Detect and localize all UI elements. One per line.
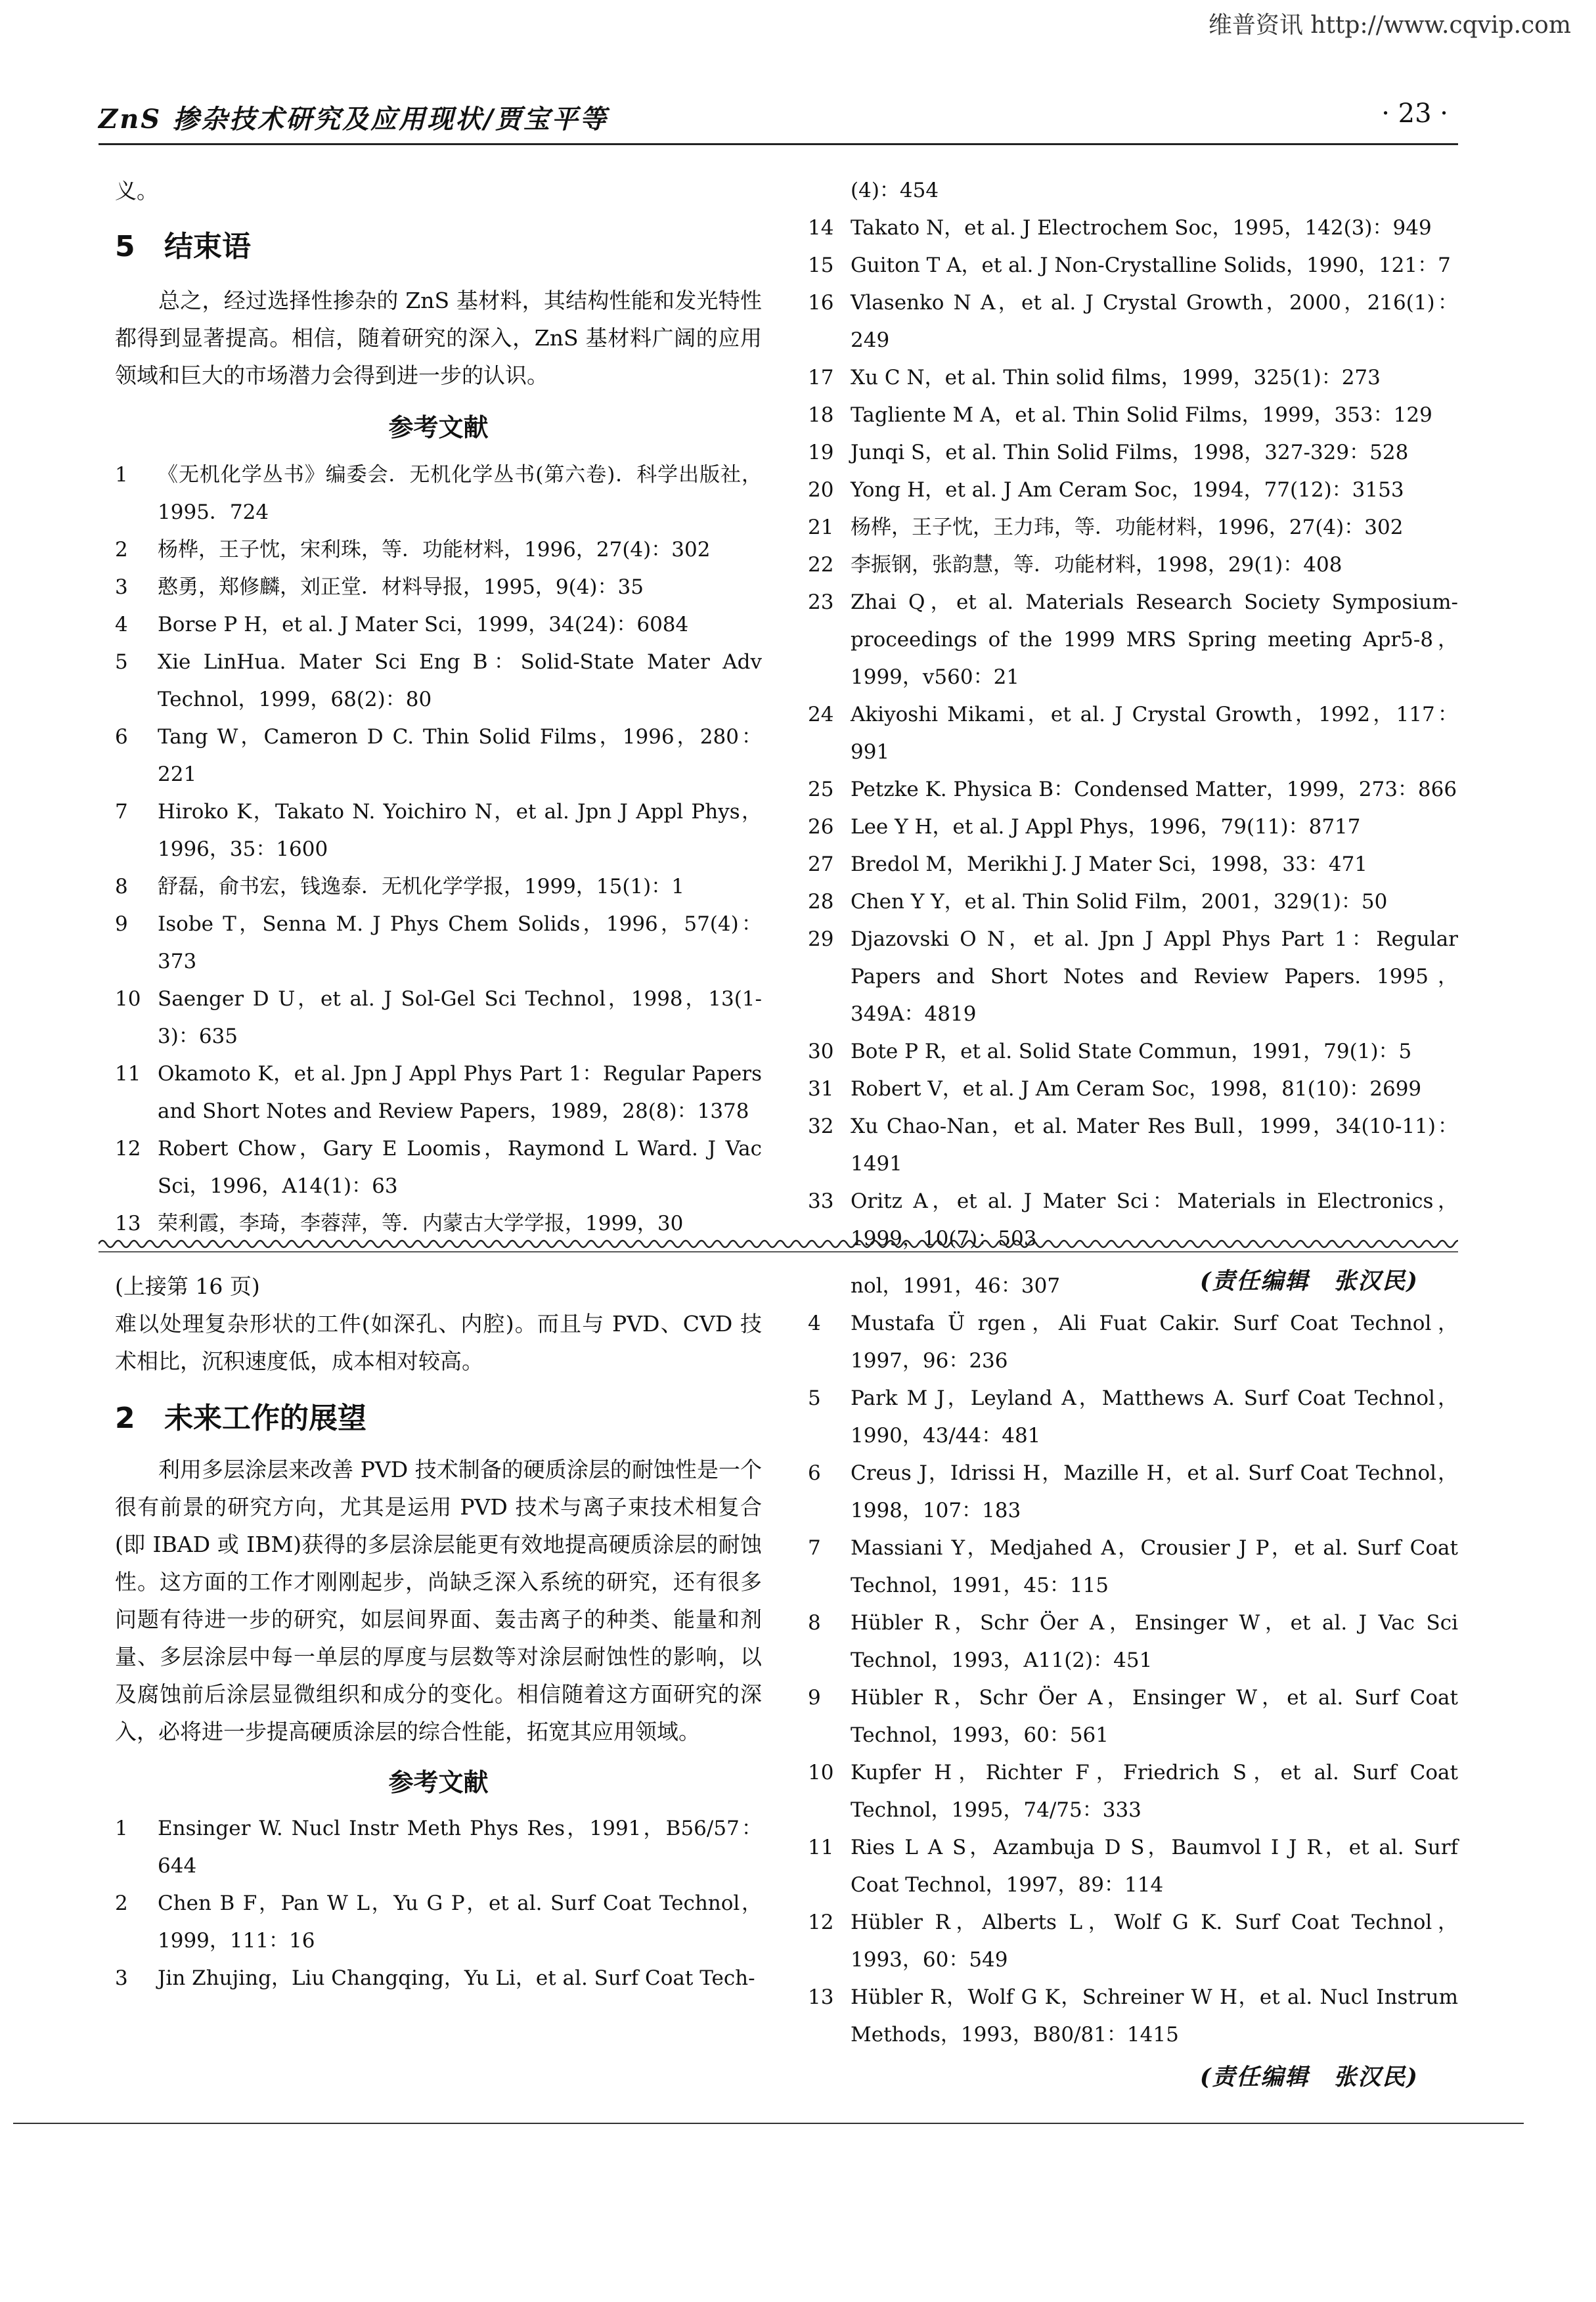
reference-number: 6 — [808, 1461, 821, 1485]
reference-text: Ries L A S，Azambuja D S，Baumvol I J R，et al. Surf Coat Technol，1997，89：114 — [851, 1836, 1458, 1897]
reference-text: 舒磊，俞书宏，钱逸泰．无机化学学报，1999，15(1)：1 — [158, 875, 684, 898]
references-heading: 参考文献 — [388, 413, 489, 442]
reference-item — [115, 1810, 762, 1885]
watermark: 维普资讯 http://www.cqvip.com — [1208, 12, 1571, 39]
reference-text: Jin Zhujing，Liu Changqing，Yu Li，et al. Surf Coat Tech- — [158, 1966, 755, 1990]
reference-text: Park M J，Leyland A，Matthews A. Surf Coat Technol，1990，43/44：481 — [851, 1386, 1458, 1448]
reference-item — [115, 1130, 762, 1205]
section-heading — [115, 223, 762, 265]
reference-text: Hübler R，Wolf G K，Schreiner W H，et al. Nucl Instrum Methods，1993，B80/81：1415 — [851, 1985, 1458, 2047]
reference-item — [808, 284, 1458, 359]
continued-text: 义。 — [115, 178, 158, 204]
reference-number: 5 — [115, 650, 128, 674]
reference-number: 2 — [115, 1892, 128, 1915]
conclusion-paragraph: 总之，经过选择性掺杂的 ZnS 基材料，其结构性能和发光特性都得到显著提高。相信，随着研究的深入，ZnS 基材料广阔的应用领域和巨大的市场潜力会得到进一步的认识。 — [115, 288, 762, 388]
reference-item — [115, 644, 762, 719]
section-number: 2 — [115, 1402, 135, 1435]
reference-number: 21 — [808, 516, 834, 539]
reference-item — [808, 883, 1458, 921]
reference-item — [115, 1885, 762, 1960]
reference-number: 13 — [808, 1985, 834, 2009]
reference-text: 憨勇，郑修麟，刘正堂．材料导报，1995，9(4)：35 — [158, 575, 644, 599]
reference-number: 2 — [115, 538, 128, 562]
reference-text: Hübler R，Schr Öer A，Ensinger W，et al. J Vac Sci Technol，1993，A11(2)：451 — [851, 1611, 1458, 1672]
section-title: 结束语 — [164, 230, 251, 263]
reference-number: 6 — [115, 725, 128, 749]
reference-list — [808, 210, 1458, 1258]
reference-item — [808, 247, 1458, 284]
reference-text: Okamoto K，et al. Jpn J Appl Phys Part 1：Regular Papers and Short Notes and Review Papers，1989，28(8)：1378 — [158, 1062, 762, 1123]
reference-continued: nol，1991，46：307 — [851, 1274, 1061, 1298]
reference-number: 1 — [115, 1817, 128, 1840]
reference-item — [808, 546, 1458, 584]
reference-list — [808, 1305, 1458, 2054]
reference-text: 杨桦，王子忱，王力玮，等．功能材料，1996，27(4)：302 — [851, 516, 1404, 539]
reference-list — [115, 1810, 762, 1997]
reference-item — [808, 1605, 1458, 1679]
reference-number: 18 — [808, 403, 834, 427]
reference-item — [115, 1055, 762, 1130]
reference-item — [808, 210, 1458, 247]
reference-item — [808, 1679, 1458, 1754]
reference-text: 李振钢，张韵慧，等．功能材料，1998，29(1)：408 — [851, 553, 1342, 577]
reference-item — [115, 868, 762, 906]
reference-text: Takato N，et al. J Electrochem Soc，1995，142(3)：949 — [851, 216, 1432, 240]
reference-number: 23 — [808, 590, 834, 614]
reference-text: Oritz A，et al. J Mater Sci：Materials in Electronics，1999，10(7)：503 — [851, 1189, 1458, 1251]
reference-item — [808, 397, 1458, 434]
reference-text: Akiyoshi Mikami，et al. J Crystal Growth，1992，117：991 — [851, 703, 1458, 764]
reference-text: 《无机化学丛书》编委会．无机化学丛书(第六卷)．科学出版社，1995．724 — [158, 463, 762, 524]
continued-paragraph: 难以处理复杂形状的工件(如深孔、内腔)。而且与 PVD、CVD 技术相比，沉积速度低，成本相对较高。 — [115, 1311, 762, 1374]
reference-item — [808, 1829, 1458, 1904]
outlook-paragraph: 利用多层涂层来改善 PVD 技术制备的硬质涂层的耐蚀性是一个很有前景的研究方向，尤其是运用 PVD 技术与离子束技术相复合(即 IBAD 或 IBM)获得的多层涂层能更有效地提高硬质涂层的耐蚀性。这方面的工作才刚刚起步，尚缺乏深入系统的研究，还有很多问题有待进一步的研究，如层间界面、轰击离子的种类、能量和剂量、多层涂层中每一单层的厚度与层数等对涂层耐蚀性的影响，以及腐蚀前后涂层显微组织和成分的变化。相信随着这方面研究的深入，必将进一步提高硬质涂层的综合性能，拓宽其应用领域。 — [115, 1457, 762, 1744]
reference-item — [115, 981, 762, 1055]
wavy-separator — [99, 1235, 1458, 1254]
reference-item — [115, 906, 762, 981]
reference-text: Robert V，et al. J Am Ceram Soc，1998，81(10)：2699 — [851, 1077, 1422, 1101]
reference-text: Ensinger W. Nucl Instr Meth Phys Res，1991，B56/57：644 — [158, 1817, 762, 1878]
reference-item — [808, 1754, 1458, 1829]
footer-rule — [13, 2123, 1524, 2124]
reference-item — [115, 531, 762, 569]
reference-text: Xu C N，et al. Thin solid films，1999，325(1)：273 — [851, 366, 1381, 389]
reference-number: 8 — [808, 1611, 821, 1635]
reference-text: Petzke K. Physica B：Condensed Matter，1999，273：866 — [851, 778, 1457, 801]
reference-text: Tagliente M A，et al. Thin Solid Films，1999，353：129 — [851, 403, 1432, 427]
reference-text: Xie LinHua. Mater Sci Eng B：Solid-State Mater Adv Technol，1999，68(2)：80 — [158, 650, 762, 711]
reference-text: 杨桦，王子忱，宋利珠，等．功能材料，1996，27(4)：302 — [158, 538, 711, 562]
reference-number: 7 — [808, 1536, 821, 1560]
reference-number: 31 — [808, 1077, 834, 1101]
section-heading — [115, 1394, 762, 1436]
reference-number: 10 — [808, 1761, 834, 1784]
reference-text: Yong H，et al. J Am Ceram Soc，1994，77(12)：3153 — [851, 478, 1404, 502]
reference-number: 3 — [115, 1966, 128, 1990]
reference-number: 16 — [808, 291, 834, 315]
reference-item — [808, 472, 1458, 509]
reference-number: 1 — [115, 463, 128, 487]
reference-text: Junqi S，et al. Thin Solid Films，1998，327-329：528 — [851, 441, 1409, 464]
reference-item — [808, 1305, 1458, 1380]
reference-continued: (4)：454 — [851, 179, 939, 202]
reference-number: 25 — [808, 778, 834, 801]
reference-number: 3 — [115, 575, 128, 599]
reference-number: 22 — [808, 553, 834, 577]
reference-item — [808, 1380, 1458, 1455]
top-right-column — [808, 172, 1458, 1296]
reference-text: Massiani Y，Medjahed A，Crousier J P，et al. Surf Coat Technol，1991，45：115 — [851, 1536, 1458, 1597]
reference-item — [808, 359, 1458, 397]
reference-text: Isobe T，Senna M. J Phys Chem Solids，1996，57(4)：373 — [158, 912, 762, 973]
top-left-column — [115, 172, 762, 1243]
reference-number: 32 — [808, 1115, 834, 1138]
reference-text: Guiton T A，et al. J Non-Crystalline Solids，1990，121：7 — [851, 254, 1451, 277]
reference-number: 11 — [115, 1062, 141, 1086]
reference-number: 14 — [808, 216, 834, 240]
reference-item — [808, 509, 1458, 546]
reference-number: 12 — [115, 1137, 141, 1161]
reference-number: 26 — [808, 815, 834, 839]
reference-text: Hübler R，Alberts L，Wolf G K. Surf Coat Technol，1993，60：549 — [851, 1911, 1458, 1972]
reference-number: 9 — [115, 912, 128, 936]
reference-number: 10 — [115, 987, 141, 1011]
reference-item — [115, 793, 762, 868]
reference-text: 荣利霞，李琦，李蓉萍，等．内蒙古大学学报，1999，30 — [158, 1212, 684, 1235]
reference-item — [808, 1071, 1458, 1108]
reference-text: Creus J，Idrissi H，Mazille H，et al. Surf Coat Technol，1998，107：183 — [851, 1461, 1458, 1522]
editor-credit: (责任编辑 张汉民) — [1199, 1268, 1419, 1295]
reference-item — [115, 456, 762, 531]
bottom-right-column — [808, 1268, 1458, 2092]
reference-item — [115, 719, 762, 793]
reference-number: 7 — [115, 800, 128, 824]
reference-text: Tang W，Cameron D C. Thin Solid Films，1996，280：221 — [158, 725, 762, 786]
section-title: 未来工作的展望 — [164, 1402, 366, 1435]
reference-item — [808, 1455, 1458, 1530]
references-heading: 参考文献 — [388, 1768, 489, 1797]
reference-text: Bote P R，et al. Solid State Commun，1991，79(1)：5 — [851, 1040, 1412, 1063]
reference-item — [808, 1033, 1458, 1071]
reference-text: Zhai Q，et al. Materials Research Society Symposium-proceedings of the 1999 MRS Spring meeting Apr5-8，1999，v560：21 — [851, 590, 1458, 689]
reference-text: Chen B F，Pan W L，Yu G P，et al. Surf Coat Technol，1999，111：16 — [158, 1892, 762, 1953]
reference-number: 15 — [808, 254, 834, 277]
section-number: 5 — [115, 230, 135, 263]
reference-number: 33 — [808, 1189, 834, 1213]
reference-text: Kupfer H，Richter F，Friedrich S，et al. Surf Coat Technol，1995，74/75：333 — [851, 1761, 1458, 1822]
continued-from-label: (上接第 16 页) — [115, 1273, 260, 1299]
reference-text: Bredol M，Merikhi J. J Mater Sci，1998，33：471 — [851, 852, 1368, 876]
reference-text: Chen Y Y，et al. Thin Solid Film，2001，329(1)：50 — [851, 890, 1388, 914]
reference-number: 4 — [115, 613, 128, 636]
reference-text: Vlasenko N A，et al. J Crystal Growth，2000，216(1)：249 — [851, 291, 1458, 352]
reference-item — [808, 846, 1458, 883]
reference-text: Djazovski O N，et al. Jpn J Appl Phys Part 1：Regular Papers and Short Notes and Review Papers. 1995，349A：4819 — [851, 927, 1458, 1026]
reference-number: 12 — [808, 1911, 834, 1934]
reference-item — [808, 771, 1458, 808]
reference-item — [808, 584, 1458, 696]
reference-number: 13 — [115, 1212, 141, 1235]
reference-text: Robert Chow，Gary E Loomis，Raymond L Ward. J Vac Sci，1996，A14(1)：63 — [158, 1137, 762, 1198]
reference-number: 19 — [808, 441, 834, 464]
reference-number: 11 — [808, 1836, 834, 1859]
reference-number: 4 — [808, 1312, 821, 1335]
reference-item — [808, 1530, 1458, 1605]
reference-item — [808, 696, 1458, 771]
reference-number: 29 — [808, 927, 834, 951]
reference-text: Mustafa Ü rgen，Ali Fuat Cakir. Surf Coat Technol，1997，96：236 — [851, 1312, 1458, 1373]
reference-number: 24 — [808, 703, 834, 726]
reference-number: 27 — [808, 852, 834, 876]
reference-number: 5 — [808, 1386, 821, 1410]
reference-text: Borse P H，et al. J Mater Sci，1999，34(24)：6084 — [158, 613, 689, 636]
reference-item — [808, 1904, 1458, 1979]
reference-number: 20 — [808, 478, 834, 502]
reference-item — [808, 434, 1458, 472]
reference-text: Xu Chao-Nan，et al. Mater Res Bull，1999，34(10-11)：1491 — [851, 1115, 1458, 1176]
reference-item — [115, 606, 762, 644]
page-number: · 23 · — [1381, 99, 1448, 129]
reference-text: Hübler R，Schr Öer A，Ensinger W，et al. Surf Coat Technol，1993，60：561 — [851, 1686, 1458, 1747]
running-header-title: ZnS 掺杂技术研究及应用现状/贾宝平等 — [99, 104, 608, 135]
reference-text: Lee Y H，et al. J Appl Phys，1996，79(11)：8717 — [851, 815, 1361, 839]
reference-item — [808, 1979, 1458, 2054]
reference-number: 8 — [115, 875, 128, 898]
bottom-left-column — [115, 1268, 762, 1997]
reference-list — [115, 456, 762, 1243]
editor-credit: (责任编辑 张汉民) — [1199, 2064, 1419, 2091]
header-rule — [99, 143, 1458, 145]
reference-number: 17 — [808, 366, 834, 389]
reference-item — [115, 569, 762, 606]
reference-number: 9 — [808, 1686, 821, 1710]
reference-text: Saenger D U，et al. J Sol-Gel Sci Technol，1998，13(1-3)：635 — [158, 987, 762, 1048]
reference-item — [115, 1960, 762, 1997]
reference-number: 30 — [808, 1040, 834, 1063]
reference-item — [808, 1108, 1458, 1183]
reference-item — [808, 808, 1458, 846]
reference-item — [808, 921, 1458, 1033]
reference-text: Hiroko K，Takato N. Yoichiro N，et al. Jpn J Appl Phys，1996，35：1600 — [158, 800, 762, 861]
reference-number: 28 — [808, 890, 834, 914]
